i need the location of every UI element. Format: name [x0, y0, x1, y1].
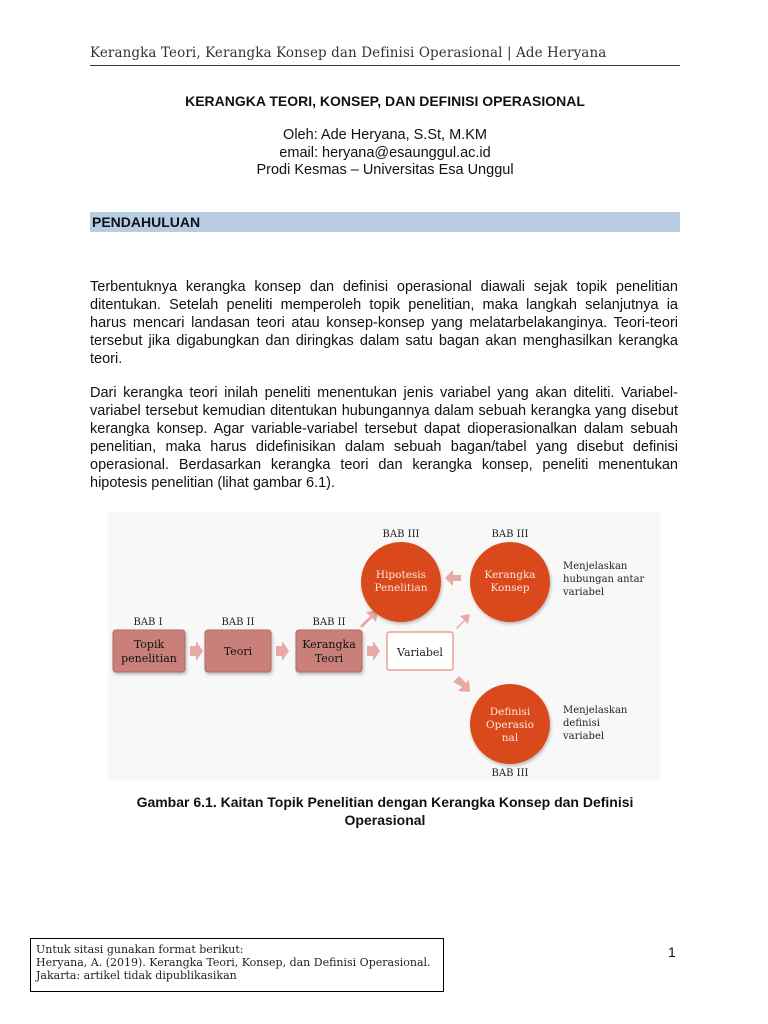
caption-line1: Gambar 6.1. Kaitan Topik Penelitian dengan Kerangka Konsep dan Definisi	[136, 794, 634, 810]
note-konsep-line3: variabel	[563, 587, 605, 598]
document-title: KERANGKA TEORI, KONSEP, DAN DEFINISI OPERASIONAL	[185, 93, 585, 109]
figure-caption	[90, 793, 680, 829]
arrow-teori-to-kerangka	[276, 641, 289, 661]
arrow-kerangka-to-hipotesis	[360, 610, 378, 628]
author-name: Oleh: Ade Heryana, S.St, M.KM	[283, 127, 487, 143]
author-block	[90, 127, 680, 180]
box-kerangka-teori	[296, 630, 362, 672]
arrow-kerangka-to-variabel	[367, 641, 380, 661]
box-topik-penelitian	[113, 630, 185, 672]
box-teori-label: Teori	[223, 645, 253, 658]
figure-6-1	[108, 512, 660, 780]
author-email: email: heryana@esaunggul.ac.id	[279, 144, 491, 161]
note-definisi-line1: Menjelaskan	[563, 705, 628, 716]
circle-konsep-line2: Konsep	[490, 582, 530, 594]
arrow-variabel-to-konsep	[456, 614, 470, 629]
citation-box	[30, 938, 444, 992]
note-konsep-line2: hubungan antar	[563, 574, 645, 585]
arrow-variabel-to-definisi	[453, 676, 470, 692]
circle-konsep-line1: Kerangka	[484, 569, 536, 581]
box-topik-chapter: BAB I	[133, 617, 163, 628]
box-kerangka-teori-line1: Kerangka	[302, 638, 356, 651]
paragraph-1: Terbentuknya kerangka konsep dan definisi operasional diawali sejak topik penelitian ditentukan. Setelah peneliti memperoleh topik penelitian, maka langkah selanjutnya ia harus mencari landasan teori atau konsep-konsep yang melatarbelakanginya. Teori-teori tersebut jika digabungkan dan diringkas dalam satu bagan akan menghasilkan kerangka teori.	[90, 279, 678, 367]
circle-definisi-line1: Definisi	[489, 706, 531, 718]
circle-hipotesis-line1: Hipotesis	[375, 569, 427, 581]
running-header: Kerangka Teori, Kerangka Konsep dan Definisi Operasional | Ade Heryana	[90, 45, 607, 61]
circle-hipotesis-line2: Penelitian	[374, 582, 428, 594]
citation-line3: Jakarta: artikel tidak dipublikasikan	[36, 969, 237, 982]
page-number: 1	[668, 944, 676, 960]
citation-line2: Heryana, A. (2019). Kerangka Teori, Konsep, dan Definisi Operasional.	[36, 956, 431, 969]
circle-konsep-chapter: BAB III	[491, 529, 529, 540]
box-kerangka-teori-chapter: BAB II	[312, 617, 346, 628]
arrow-topik-to-teori	[190, 641, 203, 661]
circle-definisi-line2: Operasio	[486, 719, 534, 731]
section-heading: PENDAHULUAN	[92, 214, 201, 230]
circle-hipotesis-chapter: BAB III	[382, 529, 420, 540]
circle-definisi-line3: nal	[501, 732, 519, 744]
box-variabel-label: Variabel	[397, 646, 443, 659]
note-definisi-line2: definisi	[563, 718, 600, 729]
box-topik-line2: penelitian	[121, 652, 177, 665]
figure-diagram	[108, 512, 660, 780]
box-teori-chapter: BAB II	[221, 617, 255, 628]
note-definisi-line3: variabel	[563, 731, 605, 742]
box-topik-line1: Topik	[133, 638, 165, 651]
box-kerangka-teori-line2: Teori	[314, 652, 344, 665]
caption-line2: Operasional	[344, 812, 426, 828]
paragraph-2: Dari kerangka teori inilah peneliti menentukan jenis variabel yang akan diteliti. Variabel-variabel tersebut kemudian ditentukan hubungannya dalam sebuah kerangka yang disebut kerangka konsep. Agar variable-variabel tersebut dapat dioperasionalkan dalam sebuah penelitian, maka harus didefinisikan dalam sebuah bagan/tabel yang disebut definisi operasional. Berdasarkan kerangka teori dan kerangka konsep, peneliti menentukan hipotesis penelitian (lihat gambar 6.1).	[90, 385, 678, 491]
arrow-konsep-to-hipotesis	[445, 570, 461, 586]
circle-definisi-chapter: BAB III	[491, 768, 529, 779]
author-affiliation: Prodi Kesmas – Universitas Esa Unggul	[256, 162, 514, 178]
note-konsep-line1: Menjelaskan	[563, 561, 628, 572]
citation-line1: Untuk sitasi gunakan format berikut:	[36, 943, 244, 956]
header-rule	[90, 65, 680, 66]
section-heading-bar	[90, 212, 680, 232]
